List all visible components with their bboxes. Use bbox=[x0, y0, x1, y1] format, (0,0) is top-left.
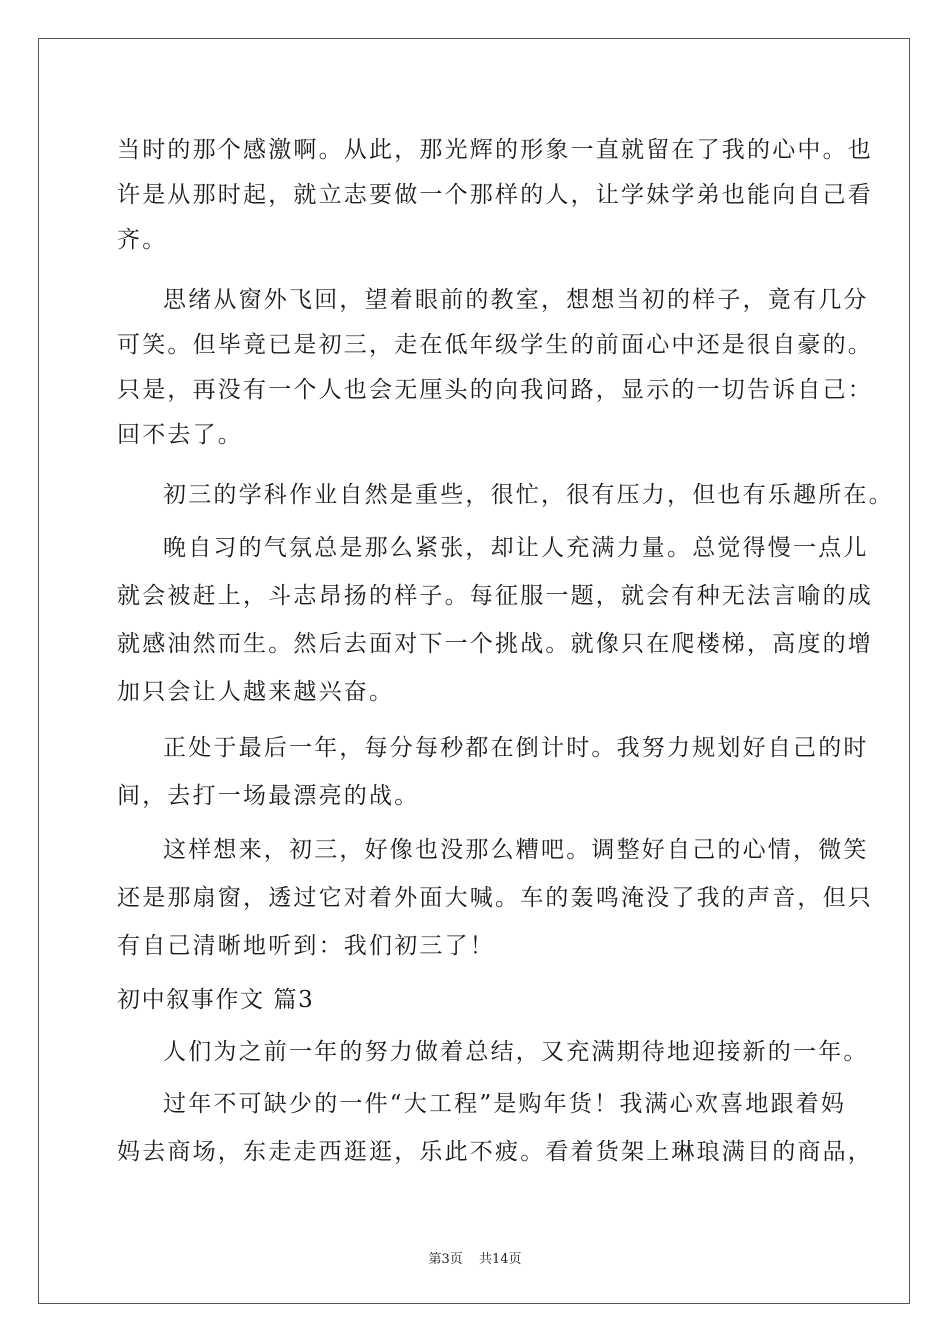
text-line: 可笑。但毕竟已是初三，走在低年级学生的前面心中还是很自豪的。 bbox=[117, 332, 873, 358]
page-number: 第3页 bbox=[428, 1252, 463, 1267]
paragraph-start-line: 正处于最后一年，每分每秒都在倒计时。我努力规划好自己的时 bbox=[163, 735, 869, 761]
text-line: 还是那扇窗，透过它对着外面大喊。车的轰鸣淹没了我的声音，但只 bbox=[117, 885, 873, 911]
text-line: 当时的那个感激啊。从此，那光辉的形象一直就留在了我的心中。也 bbox=[117, 137, 873, 163]
text-line: 回不去了。 bbox=[117, 422, 243, 448]
text-line: 就感油然而生。然后去面对下一个挑战。就像只在爬楼梯，高度的增 bbox=[117, 631, 873, 657]
text-line: 许是从那时起，就立志要做一个那样的人，让学妹学弟也能向自己看 bbox=[117, 182, 873, 208]
paragraph-start-line: 晚自习的气氛总是那么紧张，却让人充满力量。总觉得慢一点儿 bbox=[163, 535, 869, 561]
text-line: 就会被赶上，斗志昂扬的样子。每征服一题，就会有种无法言喻的成 bbox=[117, 583, 873, 609]
text-line: 有自己清晰地听到：我们初三了！ bbox=[117, 933, 495, 959]
text-line: 加只会让人越来越兴奋。 bbox=[117, 679, 395, 705]
paragraph-start-line: 人们为之前一年的努力做着总结，又充满期待地迎接新的一年。 bbox=[163, 1039, 869, 1065]
text-line: 齐。 bbox=[117, 227, 168, 253]
text-line: 间，去打一场最漂亮的战。 bbox=[117, 783, 420, 809]
paragraph-start-line: 这样想来，初三，好像也没那么糟吧。调整好自己的心情，微笑 bbox=[163, 837, 869, 863]
paragraph-start-line: 初三的学科作业自然是重些，很忙，很有压力，但也有乐趣所在。 bbox=[163, 482, 894, 508]
paragraph-start-line: 过年不可缺少的一件“大工程”是购年货！我满心欢喜地跟着妈 bbox=[163, 1091, 847, 1117]
text-line: 只是，再没有一个人也会无厘头的向我问路，显示的一切告诉自己： bbox=[117, 377, 873, 403]
paragraph-start-line: 思绪从窗外飞回，望着眼前的教室，想想当初的样子，竟有几分 bbox=[163, 287, 869, 313]
text-line: 妈去商场，东走走西逛逛，乐此不疲。看着货架上琳琅满目的商品， bbox=[117, 1139, 873, 1165]
section-heading: 初中叙事作文 篇3 bbox=[117, 987, 315, 1013]
page-total: 共14页 bbox=[478, 1252, 522, 1267]
page-footer bbox=[0, 1248, 950, 1267]
